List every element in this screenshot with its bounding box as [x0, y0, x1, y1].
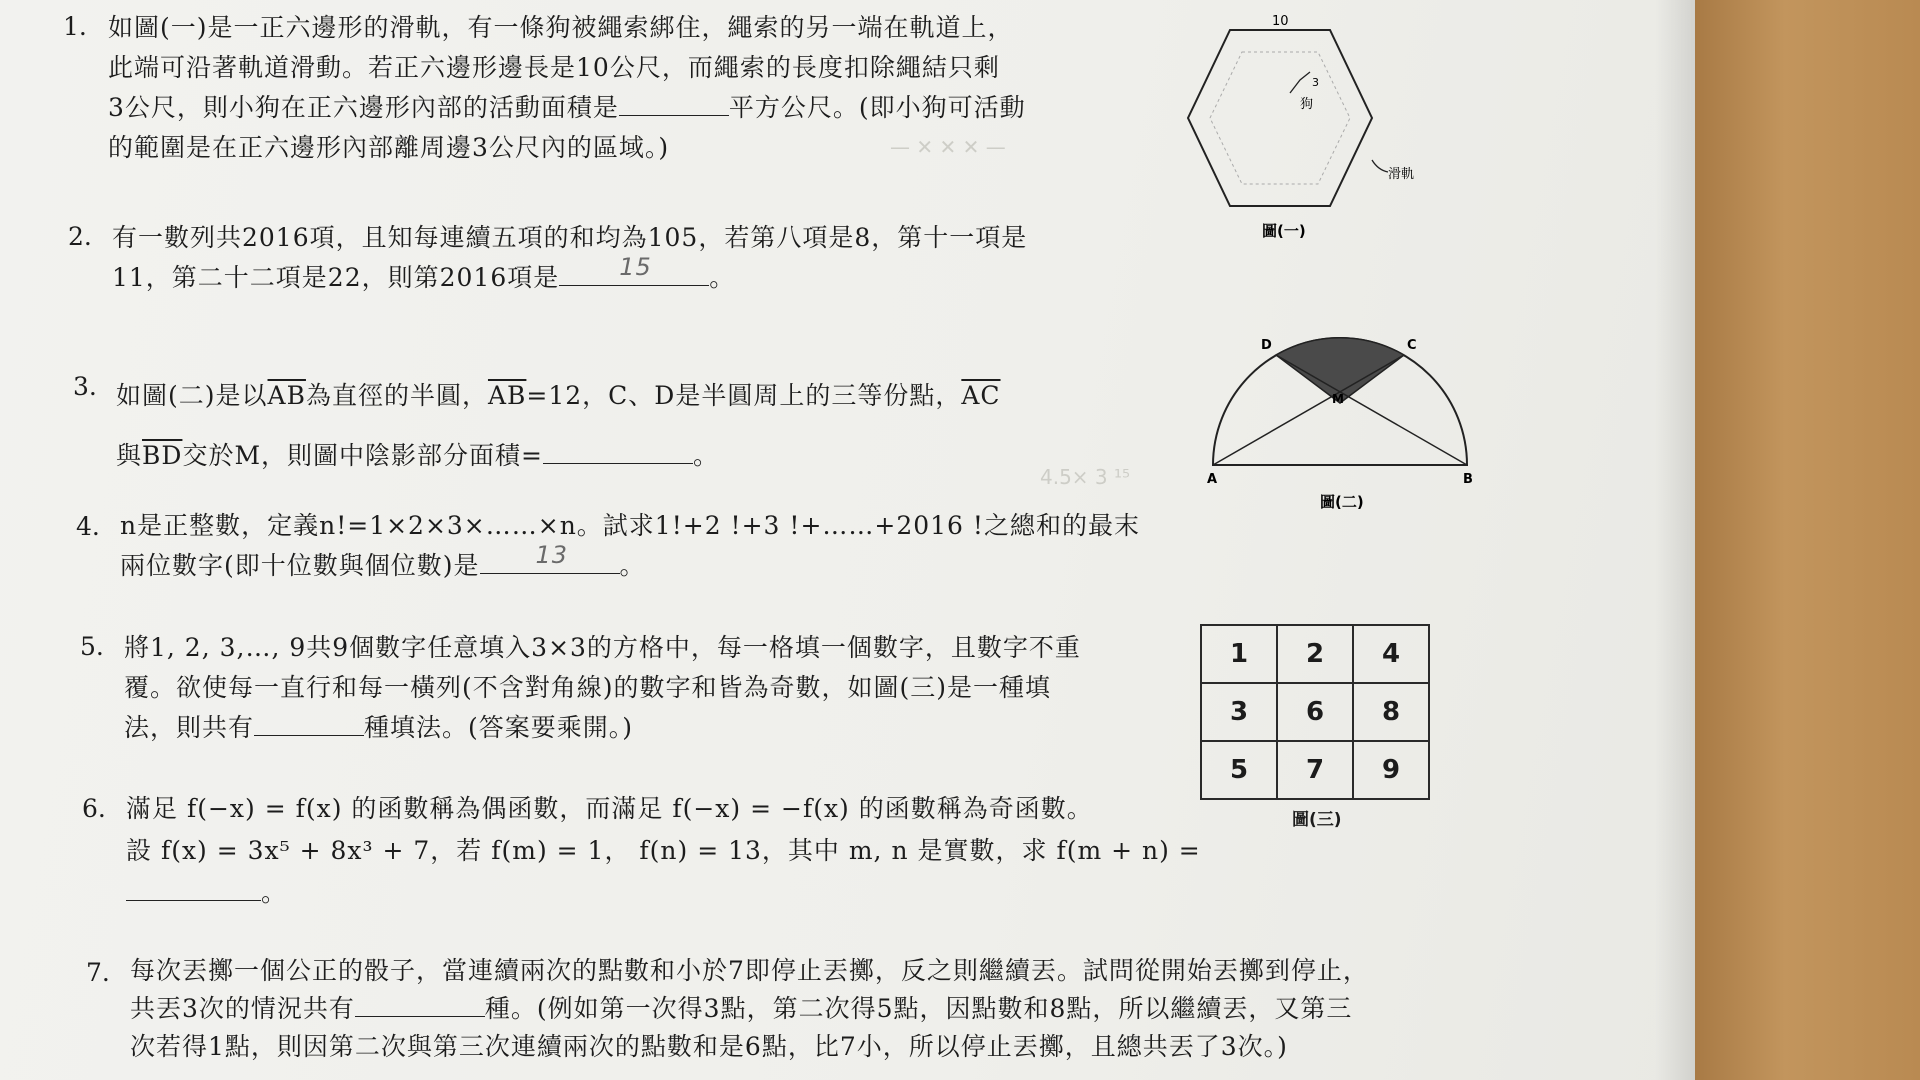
q3-segment-ab: $\overline{AB}$	[267, 381, 306, 410]
q5-number: 5.	[80, 632, 104, 661]
q6-line-1: 滿足 f(−x) = f(x) 的函數稱為偶函數，而滿足 f(−x) = −f(x) 的函數稱為奇函數。	[126, 794, 1093, 823]
q7-line-1: 每次丟擲一個公正的骰子，當連續兩次的點數和小於7即停止丟擲，反之則繼續丟。試問從開始丟擲到停止，	[130, 956, 1369, 985]
grid-cell: 6	[1277, 683, 1353, 741]
q3-text-a: 如圖(二)是以	[116, 381, 268, 410]
show-through-marks: — ✕ ✕ ✕ —	[890, 135, 1006, 159]
inner-hexagon-guide	[1210, 52, 1350, 184]
q5-line-1: 將1, 2, 3,…, 9共9個數字任意填入3×3的方格中，每一格填一個數字，且數字不重	[124, 633, 1081, 662]
grid-cell: 9	[1353, 741, 1429, 799]
q2-line-2b: 。	[709, 263, 736, 292]
q6-line-3: 。	[261, 878, 288, 907]
q4-handwritten-answer: 13	[535, 541, 569, 569]
q1-line-3: 3公尺，則小狗在正六邊形內部的活動面積是	[108, 93, 619, 122]
q6-line-2: 設 f(x) = 3x⁵ + 8x³ + 7，若 f(m) = 1， f(n) = 13，其中 m, n 是實數，求 f(m + n) =	[126, 836, 1201, 865]
question-7	[130, 952, 1369, 1066]
q2-line-1: 有一數列共2016項，且知每連續五項的和均為105，若第八項是8，第十一項是	[112, 223, 1028, 252]
q5-line-3b: 種填法。(答案要乘開。)	[364, 713, 634, 742]
question-2	[112, 218, 1027, 298]
q3-text-d: 與	[116, 441, 143, 470]
q4-line-2: 兩位數字(即十位數與個位數)是	[120, 551, 480, 580]
q1-line-4: 的範圍是在正六邊形內部離周邊3公尺內的區域。)	[108, 133, 670, 162]
q3-text-b: 為直徑的半圓，	[305, 381, 488, 410]
q5-line-2: 覆。欲使每一直行和每一橫列(不含對角線)的數字和皆為奇數，如圖(三)是一種填	[124, 673, 1052, 702]
q6-answer-blank[interactable]	[126, 874, 261, 901]
q4-number: 4.	[76, 512, 100, 541]
wooden-desk	[1695, 0, 1920, 1080]
question-4	[120, 506, 1140, 586]
rope-line	[1290, 72, 1310, 93]
grid-cell: 3	[1201, 683, 1277, 741]
q2-answer-blank[interactable]	[559, 253, 709, 286]
q3-text-c: =12，C、D是半圓周上的三等份點，	[526, 381, 962, 410]
question-5	[124, 628, 1081, 748]
grid-cell: 1	[1201, 625, 1277, 683]
point-c-label: C	[1407, 338, 1417, 353]
q1-line-3b: 平方公尺。(即小狗可活動	[728, 93, 1026, 122]
figure-2-label: 圖(二)	[1320, 493, 1364, 511]
grid-cell: 8	[1353, 683, 1429, 741]
track-pointer-line	[1372, 160, 1388, 172]
question-3	[116, 366, 1001, 486]
q3-answer-blank[interactable]	[543, 437, 693, 464]
figure-3-label: 圖(三)	[1292, 810, 1342, 830]
figure-2-semicircle	[1195, 325, 1485, 515]
show-through-marks-2: 4.5× 3 ¹⁵	[1040, 465, 1131, 489]
q2-line-2: 11，第二十二項是22，則第2016項是	[112, 263, 560, 292]
q2-number: 2.	[68, 222, 92, 251]
q1-line-2: 此端可沿著軌道滑動。若正六邊形邊長是10公尺，而繩索的長度扣除繩結只剩	[108, 53, 1000, 82]
q7-answer-blank[interactable]	[355, 990, 485, 1017]
q4-line-2b: 。	[619, 551, 646, 580]
grid-cell: 7	[1277, 741, 1353, 799]
q3-segment-bd: $\overline{BD}$	[142, 441, 183, 470]
grid-cell: 2	[1277, 625, 1353, 683]
rope-length-label: 3	[1312, 76, 1319, 89]
dog-label: 狗	[1300, 97, 1314, 112]
point-a-label: A	[1207, 472, 1218, 487]
q6-number: 6.	[82, 794, 106, 823]
point-d-label: D	[1261, 338, 1272, 353]
q5-answer-blank[interactable]	[254, 709, 364, 736]
hexagon-track	[1188, 30, 1372, 206]
track-label: 滑軌	[1388, 167, 1415, 182]
q2-handwritten-answer: 15	[619, 253, 652, 281]
q1-answer-blank[interactable]	[619, 89, 729, 116]
q3-segment-ab-2: $\overline{AB}$	[487, 381, 527, 410]
q7-line-2: 共丟3次的情況共有	[130, 994, 355, 1023]
q3-text-e: 交於M，則圖中陰影部分面積=	[182, 441, 543, 470]
point-b-label: B	[1463, 472, 1473, 487]
side-length-label: 10	[1272, 14, 1289, 29]
q1-number: 1.	[63, 12, 87, 41]
paper-edge-shadow	[1655, 0, 1695, 1080]
q5-line-3: 法，則共有	[124, 713, 255, 742]
figure-3-grid	[1200, 624, 1430, 800]
question-1	[108, 8, 1026, 168]
figure-1-label: 圖(一)	[1262, 222, 1306, 240]
q7-line-2b: 種。(例如第一次得3點，第二次得5點，因點數和8點，所以繼續丟，又第三	[484, 994, 1353, 1023]
question-6	[126, 788, 1201, 914]
grid-cell: 4	[1353, 625, 1429, 683]
q3-number: 3.	[73, 372, 97, 401]
q3-text-f: 。	[692, 441, 719, 470]
q4-answer-blank[interactable]	[480, 541, 620, 574]
grid-cell: 5	[1201, 741, 1277, 799]
q7-number: 7.	[86, 958, 110, 987]
q4-line-1: n是正整數，定義n!=1×2×3×……×n。試求1!+2 !+3 !+……+2016 !之總和的最末	[120, 511, 1140, 540]
point-m-label: M	[1332, 392, 1344, 406]
figure-1-hexagon	[1150, 10, 1420, 245]
q7-line-3: 次若得1點，則因第二次與第三次連續兩次的點數和是6點，比7小，所以停止丟擲，且總共丟了3次。)	[130, 1032, 1288, 1061]
q3-segment-ac: $\overline{AC}$	[961, 381, 1001, 410]
q1-line-1: 如圖(一)是一正六邊形的滑軌，有一條狗被繩索綁住，繩索的另一端在軌道上，	[108, 13, 1014, 42]
